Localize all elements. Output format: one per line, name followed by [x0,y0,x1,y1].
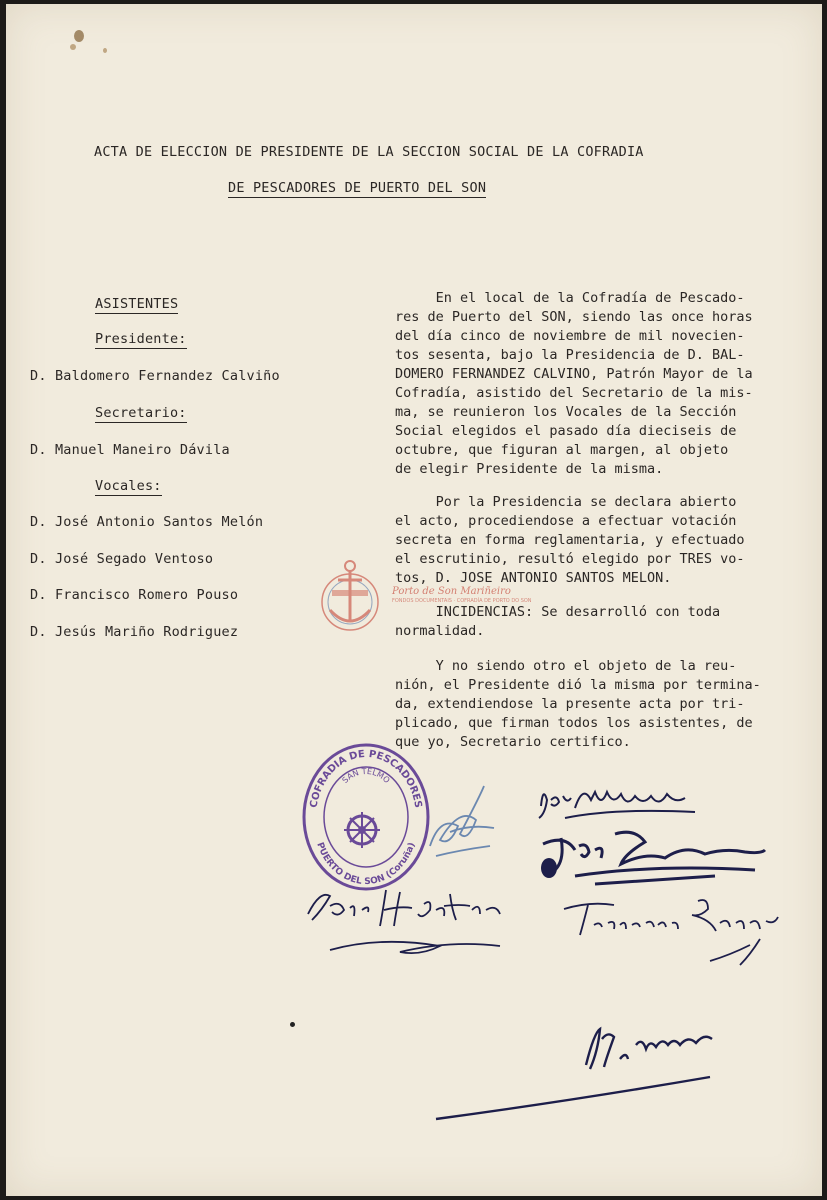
watermark-text: Porto de Son Mariñeiro [392,586,511,597]
body-line: el acto, procediendose a efectuar votación [395,513,737,529]
cofradia-stamp [300,742,432,892]
body-line: que yo, Secretario certifico. [395,734,631,750]
stamp-text-inner: SAN TELMO [340,766,392,786]
attendees-heading: ASISTENTES [95,296,179,312]
body-line: Cofradía, asistido del Secretario de la mis- [395,385,753,401]
body-line: da, extendiendose la presente acta por tri- [395,696,745,712]
members-label: Vocales: [95,478,162,494]
body-line: normalidad. [395,623,485,639]
stamp-text-top: COFRADIA DE PESCADORES [308,748,424,809]
signature-scribble [420,776,500,866]
body-line: DOMERO FERNANDEZ CALVINO, Patrón Mayor de la [395,366,753,382]
ship-wheel-icon [344,812,380,848]
signature-jose-segado [535,824,770,890]
body-line: de elegir Presidente de la misma. [395,461,664,477]
body-line: Por la Presidencia se declara abierto [395,494,737,510]
secretary-name: D. Manuel Maneiro Dávila [30,442,230,458]
signature-jesus-marino [535,778,705,826]
president-name: D. Baldomero Fernandez Calviño [30,368,280,384]
archive-watermark-anchor-icon [318,556,382,640]
body-line: res de Puerto del SON, siendo las once horas [395,309,753,325]
paper-stain [74,30,84,42]
body-line: En el local de la Cofradía de Pescado- [395,290,745,306]
body-line: octubre, que figuran al margen, al objeto [395,442,729,458]
secretary-label: Secretario: [95,405,187,421]
body-line: ma, se reunieron los Vocales de la Sección [395,404,737,420]
member-name: D. Jesús Mariño Rodriguez [30,624,239,640]
member-name: D. José Antonio Santos Melón [30,514,264,530]
body-line: del día cinco de noviembre de mil novecien- [395,328,745,344]
body-line: Social elegidos el pasado día dieciseis de [395,423,737,439]
body-line: tos, D. JOSE ANTONIO SANTOS MELON. [395,570,672,586]
president-label: Presidente: [95,331,187,347]
paper-stain [103,48,107,53]
member-name: D. José Segado Ventoso [30,551,214,567]
body-line: secreta en forma reglamentaria, y efectuado [395,532,745,548]
stamp-text-bottom: PUERTO DEL SON (Coruña) [314,841,418,888]
document-title-line1: ACTA DE ELECCION DE PRESIDENTE DE LA SECCION SOCIAL DE LA COFRADIA [94,144,644,160]
member-name: D. Francisco Romero Pouso [30,587,239,603]
svg-text:SAN TELMO [340,767,391,785]
body-line: INCIDENCIAS: Se desarrolló con toda [395,604,721,620]
signature-francisco-romero [560,895,785,975]
body-line: plicado, que firman todos los asistentes, de [395,715,753,731]
watermark-subtext: FONDOS DOCUMENTAIS · COFRADÍA DE PORTO DO SON [392,598,532,604]
body-line: tos sesenta, bajo la Presidencia de D. BAL- [395,347,745,363]
ink-dot [290,1022,295,1027]
paper-stain [70,44,76,50]
document-title-line2: DE PESCADORES DE PUERTO DEL SON [228,180,487,196]
body-line: nión, el Presidente dió la misma por termina- [395,677,761,693]
body-line: el escrutinio, resultó elegido por TRES vo- [395,551,745,567]
signature-jose-santos [300,880,515,966]
signature-manuel-maneiro [430,1015,730,1125]
body-line: Y no siendo otro el objeto de la reu- [395,658,737,674]
